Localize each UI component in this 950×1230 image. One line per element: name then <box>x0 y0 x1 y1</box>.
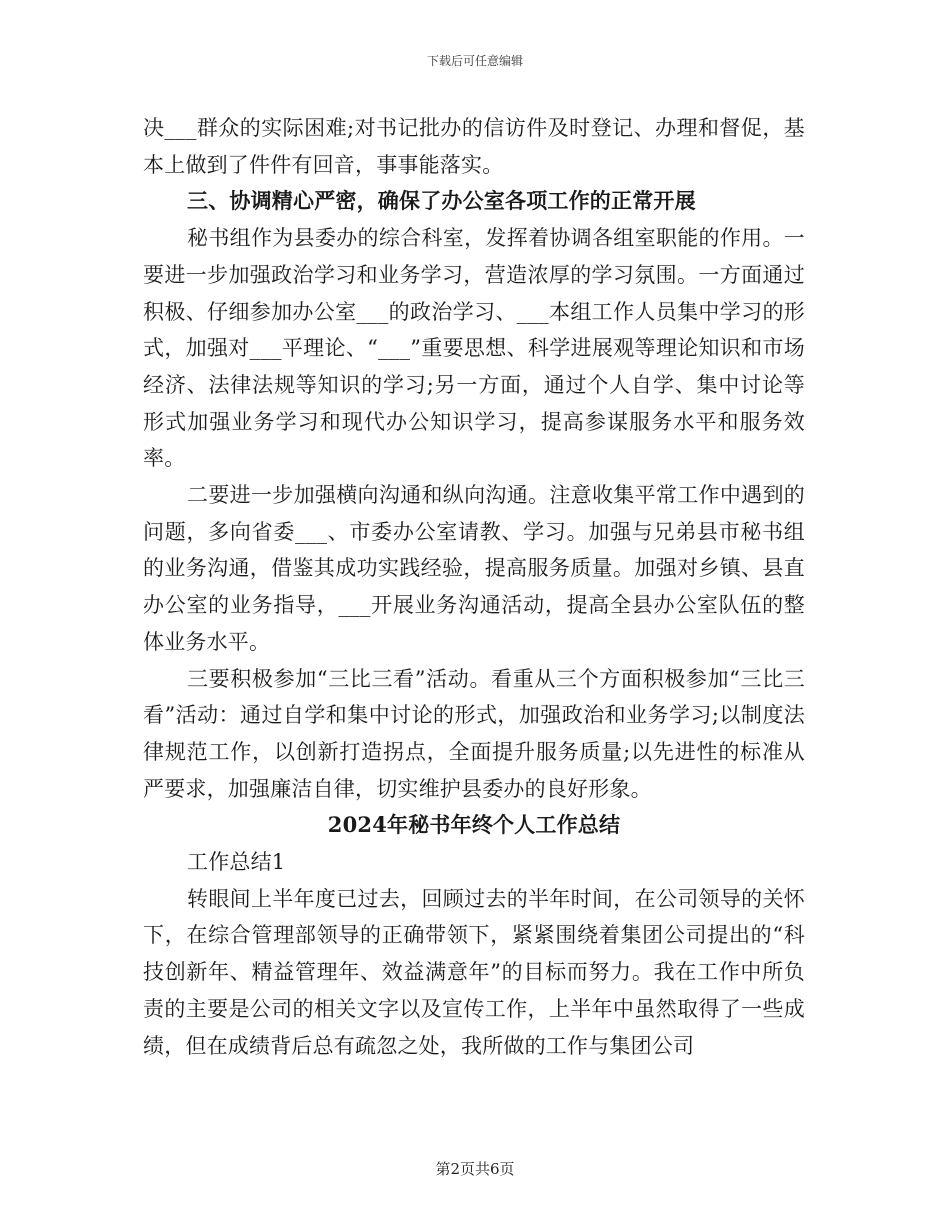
paragraph: 二要进一步加强横向沟通和纵向沟通。注意收集平常工作中遇到的问题，多向省委___、市委办公室请教、学习。加强与兄弟县市秘书组的业务沟通，借鉴其成功实践经验，提高服务质量。加强对乡镇、县直办公室的业务指导，___开展业务沟通活动，提高全县办公室队伍的整体业务水平。 <box>143 483 805 654</box>
page-number: 第2页共6页 <box>435 1160 515 1178</box>
paragraph: 秘书组作为县委办的综合科室，发挥着协调各组室职能的作用。一要进一步加强政治学习和业务学习，营造浓厚的学习氛围。一方面通过积极、仔细参加办公室___的政治学习、___本组工作人员集中学习的形式，加强对___平理论、“___”重要思想、科学进展观等理论知识和市场经济、法律法规等知识的学习;另一方面，通过个人自学、集中讨论等形式加强业务学习和现代办公知识学习，提高参谋服务水平和服务效率。 <box>143 226 805 471</box>
section-heading: 三、协调精心严密，确保了办公室各项工作的正常开展 <box>187 188 696 214</box>
paragraph: 转眼间上半年度已过去，回顾过去的半年时间，在公司领导的关怀下，在综合管理部领导的正确带领下，紧紧围绕着集团公司提出的“科技创新年、精益管理年、效益满意年”的目标而努力。我在工作中所负责的主要是公司的相关文字以及宣传工作，上半年中虽然取得了一些成绩，但在成绩背后总有疏忽之处，我所做的工作与集团公司 <box>143 886 805 1058</box>
paragraph: 三要积极参加“三比三看”活动。看重从三个方面积极参加“三比三看”活动：通过自学和集中讨论的形式，加强政治和业务学习;以制度法律规范工作，以创新打造拐点，全面提升服务质量;以先进性的标准从严要求，加强廉洁自律，切实维护县委办的良好形象。 <box>143 666 805 801</box>
page-header: 下载后可任意编辑 <box>426 54 523 68</box>
document-body <box>143 110 805 1064</box>
document-title: 2024年秘书年终个人工作总结 <box>327 812 621 838</box>
paragraph-continued: 决___群众的实际困难;对书记批办的信访件及时登记、办理和督促，基本上做到了件件有回音，事事能落实。 <box>143 116 805 177</box>
subtitle: 工作总结1 <box>187 850 286 875</box>
